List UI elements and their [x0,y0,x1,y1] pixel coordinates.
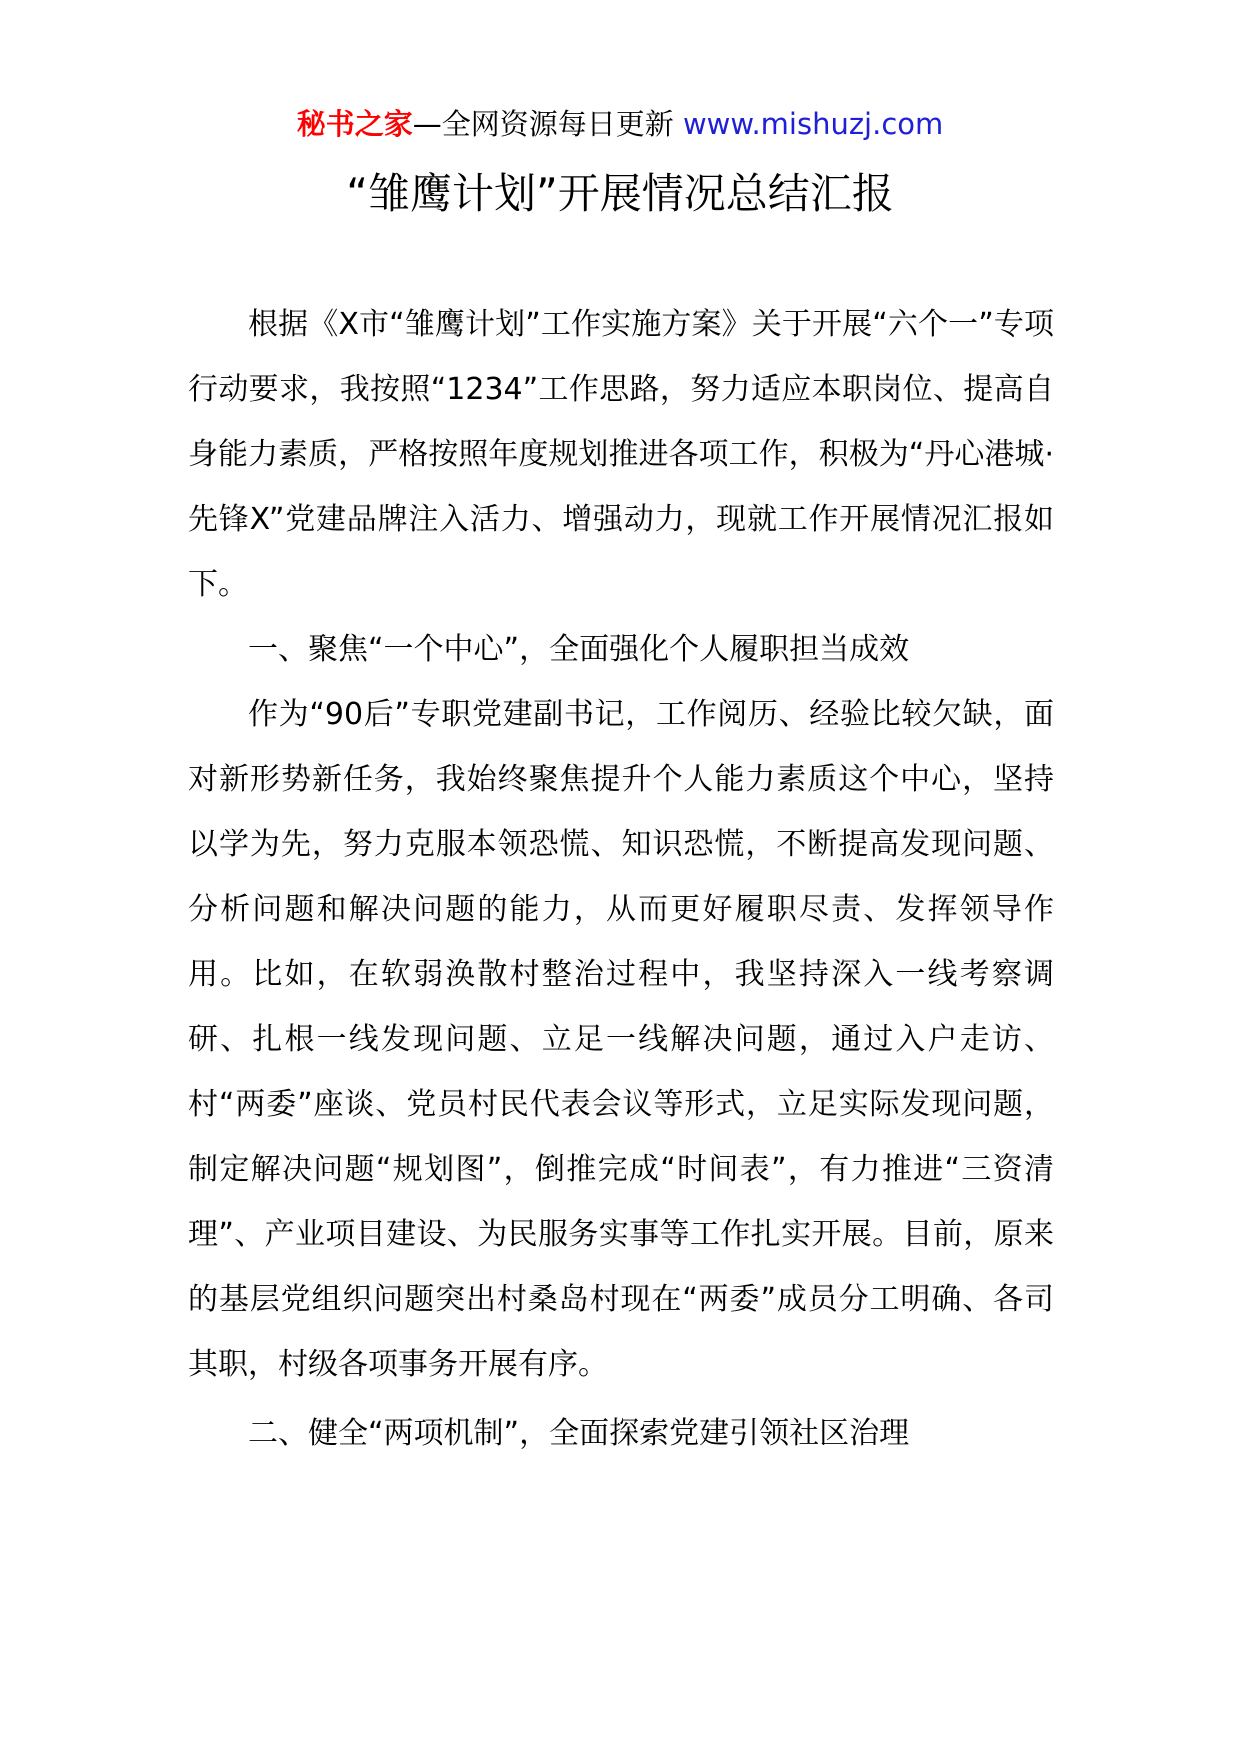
section-1-paragraph: 作为“90后”专职党建副书记，工作阅历、经验比较欠缺，面对新形势新任务，我始终聚焦提升个人能力素质这个中心，坚持以学为先，努力克服本领恐慌、知识恐慌，不断提高发现问题、分析问题和解决问题的能力，从而更好履职尽责、发挥领导作用。比如，在软弱涣散村整治过程中，我坚持深入一线考察调研、扎根一线发现问题、立足一线解决问题，通过入户走访、村“两委”座谈、党员村民代表会议等形式，立足实际发现问题，制定解决问题“规划图”，倒推完成“时间表”，有力推进“三资清理”、产业项目建设、为民服务实事等工作扎实开展。目前，原来的基层党组织问题突出村桑岛村现在“两委”成员分工明确、各司其职，村级各项事务开展有序。 [188,697,1054,1382]
site-slogan: —全网资源每日更新 [412,107,674,141]
intro-paragraph: 根据《X市“雏鹰计划”工作实施方案》关于开展“六个一”专项行动要求，我按照“1234”工作思路，努力适应本职岗位、提高自身能力素质，严格按照年度规划推进各项工作，积极为“丹心港城·先锋X”党建品牌注入活力、增强动力，现就工作开展情况汇报如下。 [188,307,1054,602]
brand-name: 秘书之家 [296,107,413,141]
site-header [0,104,1240,144]
section-1-heading: 一、聚焦“一个中心”，全面强化个人履职担当成效 [248,632,910,667]
site-url[interactable]: www.mishuzj.com [682,107,944,141]
section-2-heading: 二、健全“两项机制”，全面探索党建引领社区治理 [248,1416,910,1451]
document-title: “雏鹰计划”开展情况总结汇报 [346,169,894,218]
document-body [188,292,1054,1466]
